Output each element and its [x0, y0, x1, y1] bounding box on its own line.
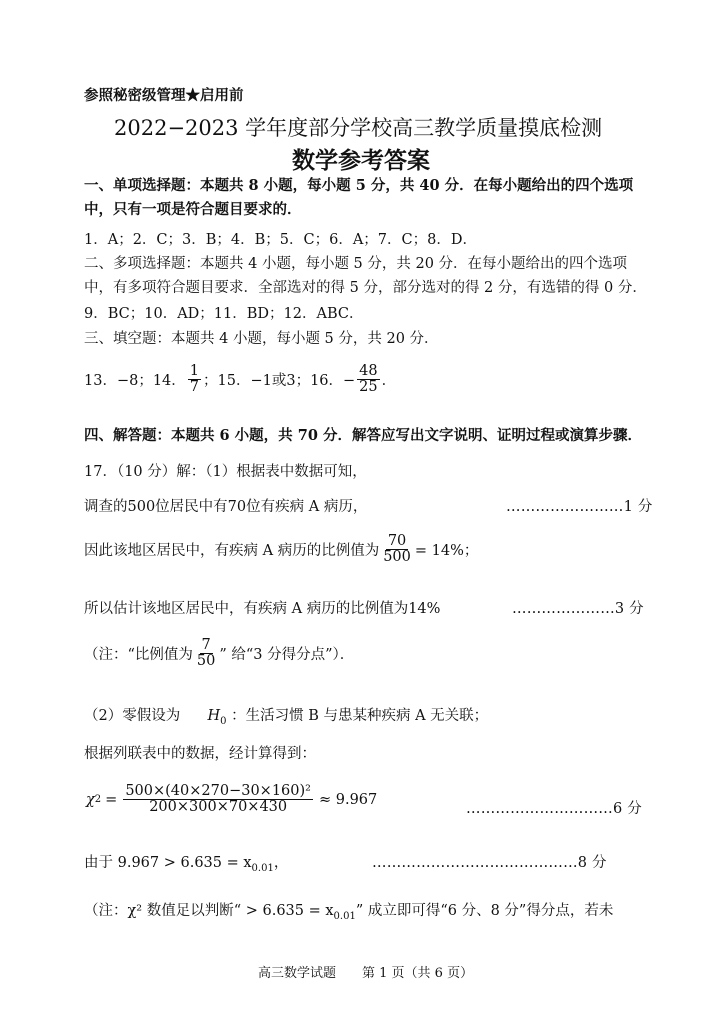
page-footer: 高三数学试题 第 1 页（共 6 页） — [258, 966, 474, 981]
q17-score-6: …………………………6 分 — [466, 801, 642, 817]
q17-note-1-text: （注：“比例值为 — [84, 647, 193, 664]
sec3-line1: 三、填空题：本题共 4 小题，每小题 5 分，共 20 分． — [84, 331, 439, 347]
fraction-16 — [357, 364, 379, 395]
q17-line1: 17．（10 分）解：（1）根据表中数据可知， — [84, 464, 367, 480]
fraction-14-num: 1 — [189, 363, 200, 379]
secret-label: 参照秘密级管理★启用前 — [84, 87, 244, 104]
fraction-16-den: 25 — [359, 379, 378, 396]
fraction-500-den: 500 — [383, 549, 411, 566]
fraction-16-num: 48 — [359, 363, 378, 379]
q17-line3-result: = 14%； — [414, 543, 479, 560]
q17-line3 — [84, 534, 478, 565]
answer-end: ． — [381, 373, 397, 390]
chi-symbol: χ — [86, 791, 95, 808]
fraction-7-50 — [195, 638, 217, 669]
q17-line2: 调查的500位居民中有70位有疾病 A 病历， — [84, 499, 368, 515]
q17-note-2-sub: 0.01 — [333, 910, 356, 922]
answer-15: ；15．−1或3；16．− — [203, 373, 356, 390]
sec1-line1: 一、单项选择题：本题共 8 小题，每小题 5 分，共 40 分．在每小题给出的四个选项 — [84, 177, 634, 194]
fraction-14 — [188, 364, 201, 395]
chi-square-formula: χ 2 = $\frac{\text{500×(40×270−30×160)²}}{200\times 300\times 70\times 430}$ ≈ 9.967 — [86, 783, 378, 816]
fraction-70-num: 70 — [387, 533, 407, 549]
q17-note-1-end: ” 给“3 分得分点”）． — [219, 647, 355, 664]
chi-numerator: 500×(40×270−30×160)² — [125, 783, 311, 799]
q17-part2 — [84, 704, 488, 727]
hypothesis-h: H — [207, 708, 221, 724]
q17-part2-label: （2）零假设为 — [84, 708, 181, 724]
q17-note-2 — [84, 899, 613, 922]
sec2-line2: 中，有多项符合题目要求．全部选对的得 5 分，部分选对的得 2 分，有选错的得 0 分． — [84, 280, 647, 296]
fraction-14-den: 7 — [189, 379, 200, 396]
q17-line7: 根据列联表中的数据，经计算得到： — [84, 746, 316, 762]
fraction-70-500 — [381, 534, 413, 565]
q17-line9 — [84, 851, 288, 874]
q17-line9-end: ， — [273, 855, 289, 871]
sec1-answers: 1．A；2．C；3．B；4．B；5．C；6．A；7．C；8．D． — [84, 232, 477, 248]
q17-score-1: ……………………1 分 — [506, 499, 653, 515]
q17-note-2-end: ” 成立即可得“6 分、8 分”得分点，若未 — [355, 903, 614, 919]
sec2-answers: 9．BC；10．AD；11．BD；12．ABC． — [84, 306, 364, 322]
fraction-50-den: 50 — [196, 653, 216, 670]
chi-fraction — [123, 784, 313, 815]
sec4-line1: 四、解答题：本题共 6 小题，共 70 分．解答应写出文字说明、证明过程或演算步骤． — [84, 427, 642, 444]
exam-title: 2022−2023 学年度部分学校高三教学质量摸底检测 — [114, 116, 603, 140]
q17-line4: 所以估计该地区居民中，有疾病 A 病历的比例值为14% — [84, 601, 441, 617]
q17-score-8: ……………………………………8 分 — [372, 855, 607, 871]
fraction-7-num: 7 — [201, 637, 211, 653]
sec1-line2: 中，只有一项是符合题目要求的． — [84, 201, 302, 218]
sec2-line1: 二、多项选择题：本题共 4 小题，每小题 5 分，共 20 分．在每小题给出的四个选项 — [84, 256, 628, 272]
q17-line3-text: 因此该地区居民中，有疾病 A 病历的比例值为 — [84, 543, 380, 560]
q17-score-3: …………………3 分 — [512, 601, 644, 617]
fill-answers — [84, 364, 396, 395]
chi-sup: 2 — [94, 794, 102, 806]
q17-line9-text: 由于 9.967 > 6.635 = x — [84, 855, 252, 871]
chi-result: ≈ 9.967 — [318, 791, 378, 808]
q17-line9-sub: 0.01 — [251, 862, 274, 874]
hypothesis-sub: 0 — [220, 715, 227, 727]
q17-note-2-text: （注：χ² 数值足以判断“ > 6.635 = x — [84, 903, 334, 919]
q17-note-1 — [84, 638, 354, 669]
answer-title: 数学参考答案 — [292, 147, 430, 174]
answer-13: 13．−8；14． — [84, 373, 186, 390]
chi-denominator: 200×300×70×430 — [149, 799, 288, 816]
hypothesis-text: ：生活习惯 B 与患某种疾病 A 无关联； — [231, 708, 489, 724]
